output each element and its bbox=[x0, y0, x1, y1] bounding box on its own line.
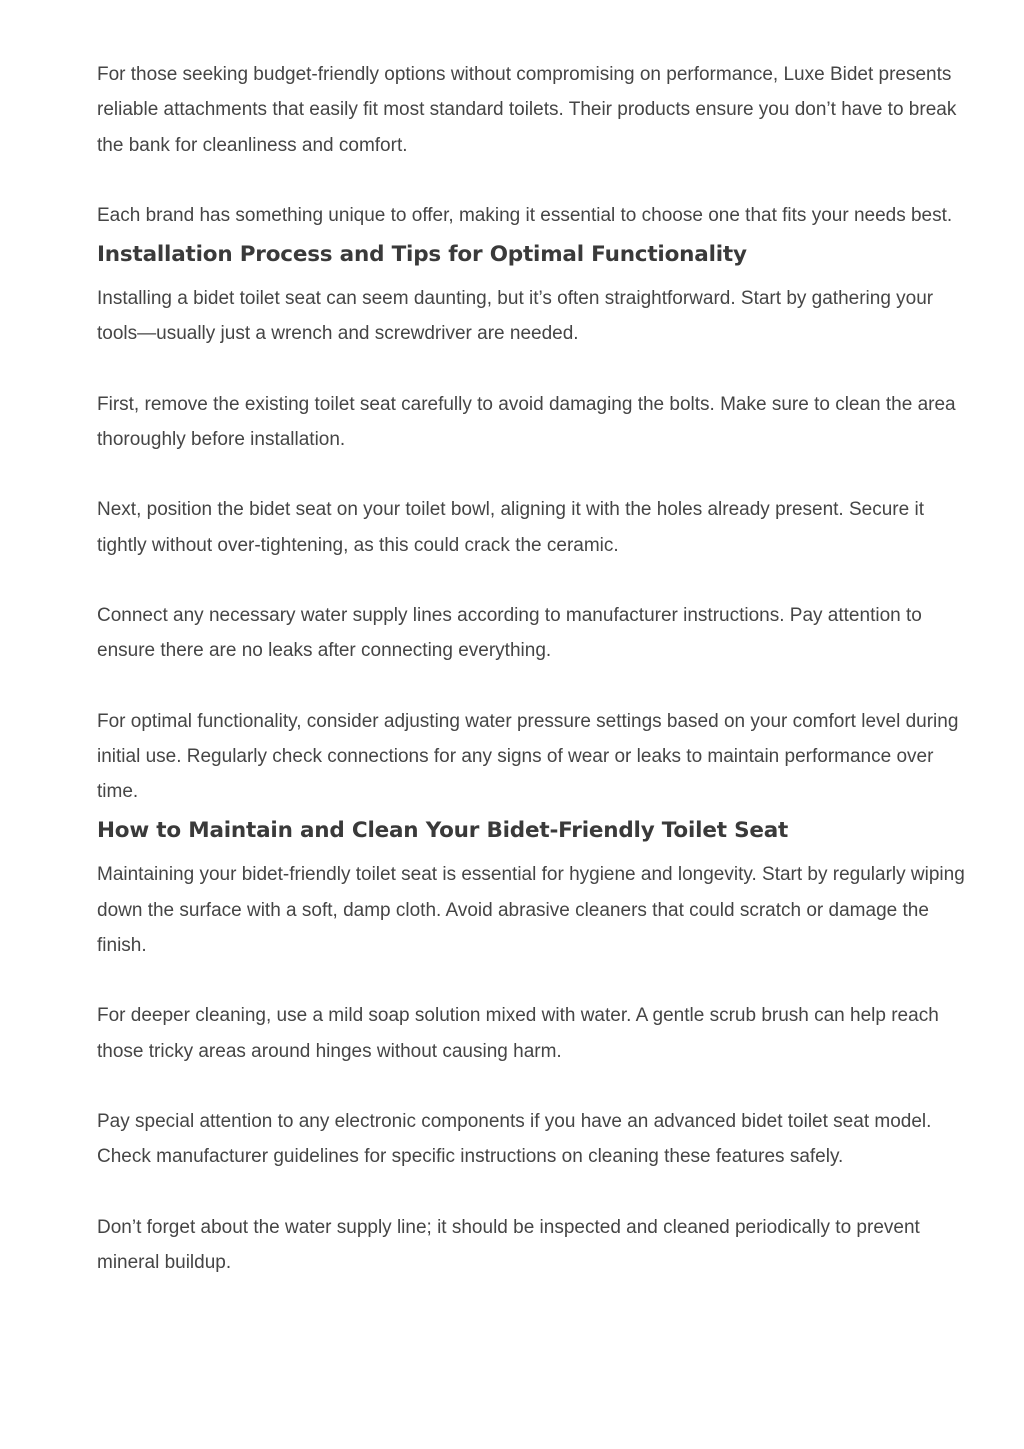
article-body bbox=[97, 57, 967, 1315]
maintenance-paragraph-2: For deeper cleaning, use a mild soap solution mixed with water. A gentle scrub brush can help reach those tricky areas around hinges without causing harm. bbox=[97, 1005, 939, 1062]
installation-paragraph-5: For optimal functionality, consider adjusting water pressure settings based on your comfort level during initial use. Regularly check connections for any signs of wear or leaks to maintain performance over time. bbox=[97, 710, 959, 803]
installation-paragraph-4: Connect any necessary water supply lines according to manufacturer instructions. Pay attention to ensure there are no leaks after connecting everything. bbox=[97, 604, 922, 662]
installation-paragraph-3: Next, position the bidet seat on your toilet bowl, aligning it with the holes already present. Secure it tightly without over-tightening, as this could crack the ceramic. bbox=[97, 499, 924, 556]
installation-paragraph-1: Installing a bidet toilet seat can seem daunting, but it’s often straightforward. Start by gathering your tools—usually just a wrench and screwdriver are needed. bbox=[97, 288, 934, 345]
intro-paragraph-1: For those seeking budget-friendly options without compromising on performance, Luxe Bidet presents reliable attachments that easily fit most standard toilets. Their products ensure you don’t have to break the bank for cleanliness and comfort. bbox=[97, 64, 957, 156]
maintenance-paragraph-4: Don’t forget about the water supply line; it should be inspected and cleaned periodically to prevent mineral buildup. bbox=[97, 1216, 920, 1273]
intro-paragraph-2: Each brand has something unique to offer, making it essential to choose one that fits your needs best. bbox=[97, 204, 953, 226]
installation-heading: Installation Process and Tips for Optimal Functionality bbox=[97, 242, 747, 268]
maintenance-paragraph-1: Maintaining your bidet-friendly toilet seat is essential for hygiene and longevity. Start by regularly wiping down the surface with a soft, damp cloth. Avoid abrasive cleaners that could scratch or damage the finish. bbox=[97, 864, 965, 957]
maintenance-heading: How to Maintain and Clean Your Bidet-Friendly Toilet Seat bbox=[97, 818, 789, 844]
maintenance-paragraph-3: Pay special attention to any electronic components if you have an advanced bidet toilet seat model. Check manufacturer guidelines for specific instructions on cleaning these features safely. bbox=[97, 1110, 932, 1168]
installation-paragraph-2: First, remove the existing toilet seat carefully to avoid damaging the bolts. Make sure to clean the area thoroughly before installation. bbox=[97, 393, 956, 451]
